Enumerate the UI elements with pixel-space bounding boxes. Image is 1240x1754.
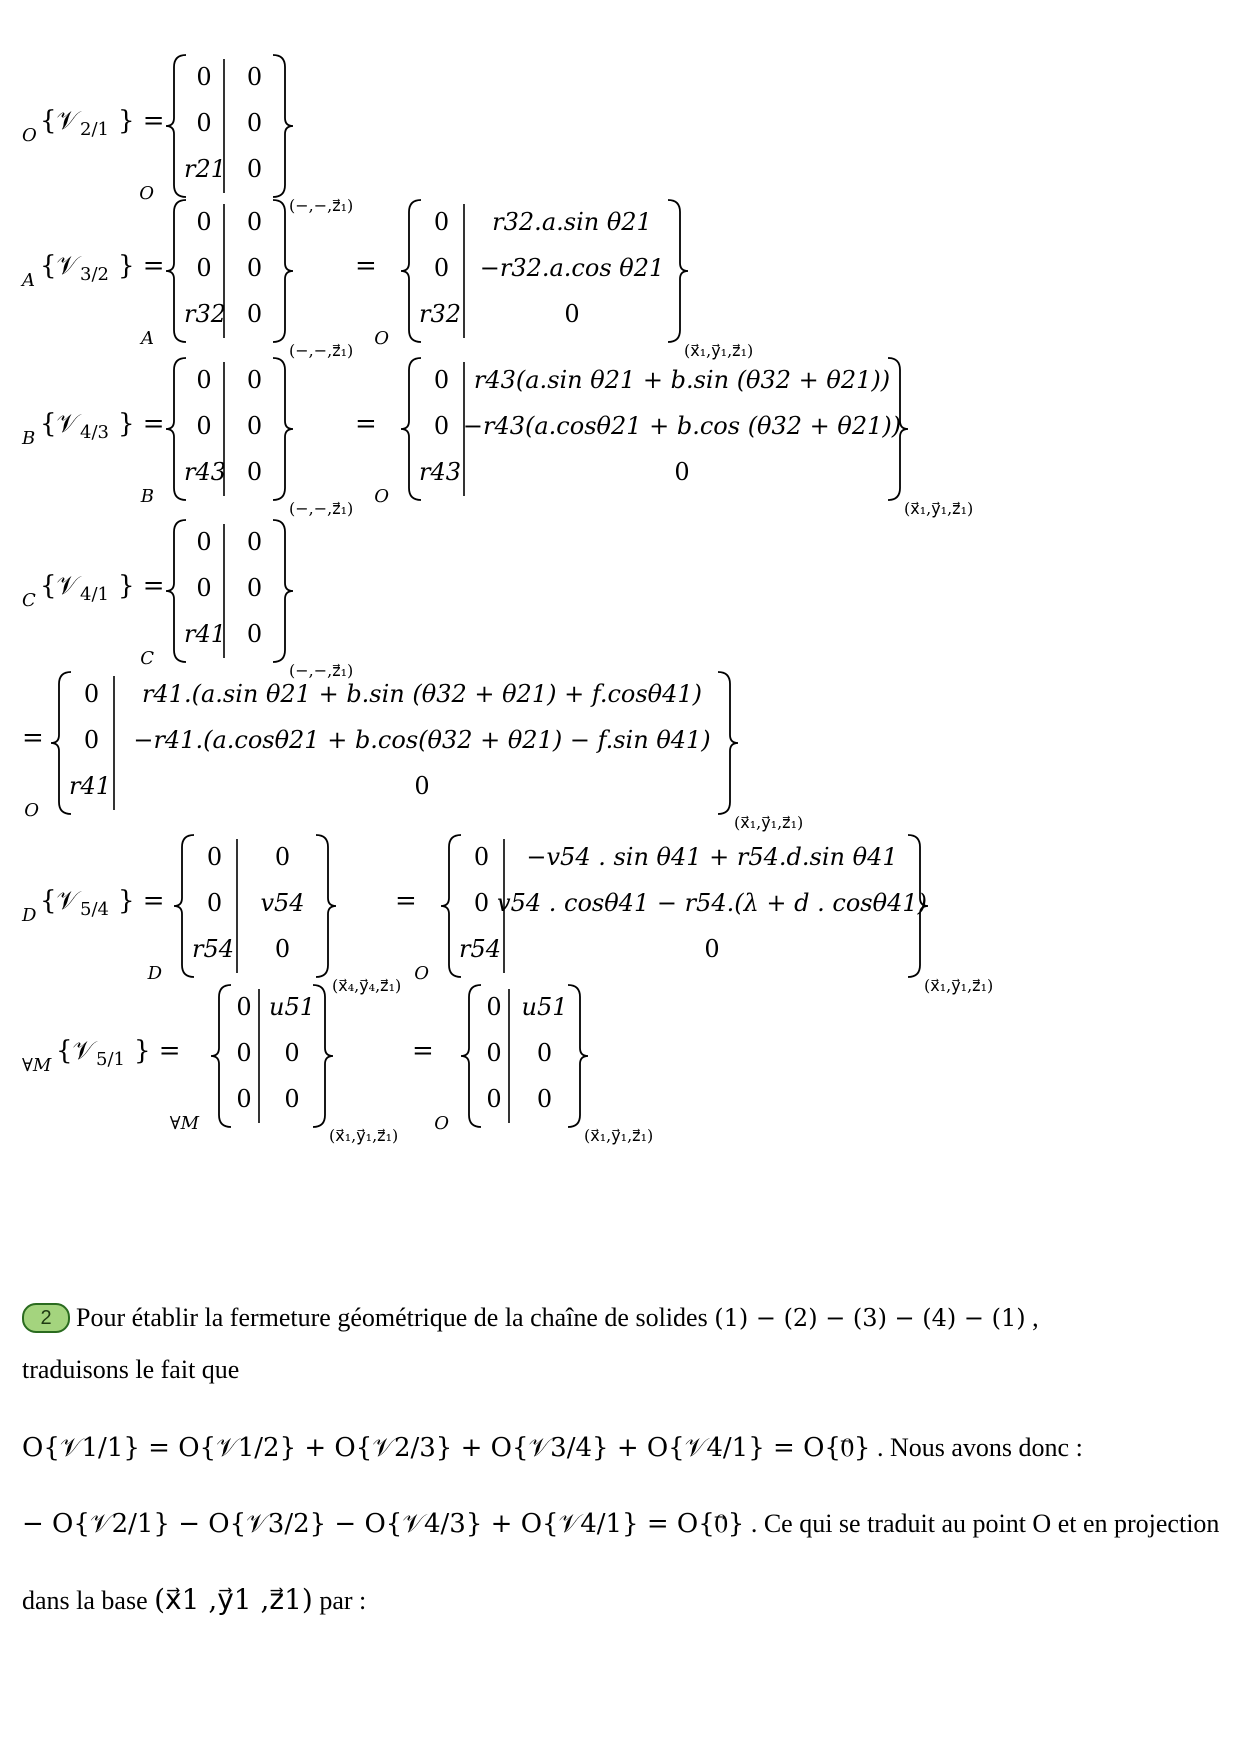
torsor-T54-form-1-row-1-moment: v54 . cosθ41 − r54.(λ + d . cosθ41) xyxy=(497,889,927,917)
torsor-T32-form-1-row-1-resultant: 0 xyxy=(433,254,450,282)
torsor-T43-form-0-row-1-moment: 0 xyxy=(246,412,263,440)
closure-equation-1-tail: . Nous avons donc : xyxy=(876,1433,1083,1462)
torsor-T43-form-0-row-1-resultant: 0 xyxy=(196,412,212,440)
torsor-T51-form-1-row-2-resultant: 0 xyxy=(486,1085,502,1113)
torsor-T54-form-0-row-1-moment: v54 xyxy=(260,889,305,917)
torsor-T21-lhs-sub: 2/1 xyxy=(80,119,109,140)
torsor-T41-form-1-left-brace xyxy=(51,672,71,814)
torsor-T54-form-1-row-0-moment: −v54 . sin θ41 + r54.d.sin θ41 xyxy=(526,843,898,871)
torsor-T41-form-0-right-brace xyxy=(273,520,293,662)
closure-equation-2-tail: . Ce qui se traduit au point O et en projection xyxy=(750,1509,1220,1538)
torsor-T21-form-0-left-brace xyxy=(166,55,186,197)
torsor-T43-equals-1: = xyxy=(355,409,377,439)
torsor-T32-form-0-row-2-moment: 0 xyxy=(246,300,263,328)
torsor-T43-form-1-left-brace xyxy=(401,358,421,500)
torsor-T54-form-0-row-0-resultant: 0 xyxy=(206,843,223,871)
torsor-T41-form-0-reduction-point: C xyxy=(140,648,154,669)
torsor-T51-form-1-row-1-moment: 0 xyxy=(536,1039,553,1067)
torsor-T41-form-0-row-2-moment: 0 xyxy=(246,620,263,648)
torsor-T41-form-1-row-2-resultant: r41 xyxy=(69,772,112,800)
torsor-T32-form-0-row-2-resultant: r32 xyxy=(184,300,227,328)
torsor-T41-form-1-reduction-point: O xyxy=(24,800,39,821)
torsor-T51-form-0-left-brace xyxy=(211,985,231,1127)
torsor-T51-form-0-row-1-resultant: 0 xyxy=(236,1039,252,1067)
basis-line-before: dans la base xyxy=(22,1586,148,1615)
torsor-T54-form-0-row-1-resultant: 0 xyxy=(206,889,223,917)
torsor-T51-form-1-row-0-resultant: 0 xyxy=(486,993,502,1021)
torsor-T21-form-0-row-0-moment: 0 xyxy=(246,63,263,91)
torsor-T21-lhs-open: {𝒱 xyxy=(40,106,79,136)
torsor-T54-form-0-left-brace xyxy=(174,835,194,977)
torsor-T43-form-0-reduction-point: B xyxy=(140,486,154,507)
torsor-T51-form-1-left-brace xyxy=(461,985,481,1127)
torsor-T32-form-1-row-1-moment: −r32.a.cos θ21 xyxy=(479,254,665,282)
torsor-T51-form-1-row-1-resultant: 0 xyxy=(486,1039,502,1067)
torsor-T54-lhs-point: D xyxy=(22,905,37,926)
torsor-T51-form-0-row-2-moment: 0 xyxy=(284,1085,300,1113)
basis-line xyxy=(22,1584,366,1617)
torsor-T51-lhs-point: ∀M xyxy=(22,1055,52,1076)
torsor-T51-form-0-basis: (x⃗₁,y⃗₁,z⃗₁) xyxy=(329,1126,399,1145)
torsor-T32-form-1-row-2-moment: 0 xyxy=(564,300,580,328)
question-line-1 xyxy=(22,1302,1039,1334)
torsor-T32-form-0-reduction-point: A xyxy=(141,328,154,349)
torsor-T32-form-0-row-0-resultant: 0 xyxy=(196,208,212,236)
torsor-T41-cont-equals: = xyxy=(22,723,44,753)
torsor-T32-form-1-row-2-resultant: r32 xyxy=(419,300,462,328)
torsor-T54-form-1-reduction-point: O xyxy=(414,963,429,984)
torsor-T32-form-0-basis: (−,−,z⃗₁) xyxy=(289,341,354,360)
torsor-T43-form-0-row-2-resultant: r43 xyxy=(184,458,227,486)
torsor-T54-form-1-row-2-moment: 0 xyxy=(704,935,720,963)
torsor-T41-form-1-row-0-moment: r41.(a.sin θ21 + b.sin (θ32 + θ21) + f.cosθ41) xyxy=(141,680,703,708)
torsor-T51-form-1-row-2-moment: 0 xyxy=(536,1085,553,1113)
closure-equation-1-math: O{𝒱1/1} = O{𝒱1/2} + O{𝒱2/3} + O{𝒱3/4} + O{𝒱4/1} = O{0⃗} xyxy=(22,1433,871,1463)
torsor-T41-lhs-close: } = xyxy=(118,571,165,601)
torsor-T54-lhs-open: {𝒱 xyxy=(40,886,79,916)
torsor-T54-form-1-basis: (x⃗₁,y⃗₁,z⃗₁) xyxy=(924,976,994,995)
torsor-T54-form-0-right-brace xyxy=(316,835,336,977)
torsor-T21-form-0-right-brace xyxy=(273,55,293,197)
torsor-T41-form-1-row-1-moment: −r41.(a.cosθ21 + b.cos(θ32 + θ21) − f.sin θ41) xyxy=(133,726,711,754)
torsor-T54-form-0-row-2-moment: 0 xyxy=(274,935,291,963)
basis-line-after: par : xyxy=(319,1586,367,1615)
torsor-T51-form-0-right-brace xyxy=(313,985,333,1127)
torsor-T43-lhs-sub: 4/3 xyxy=(80,422,109,443)
torsor-T54-form-0-reduction-point: D xyxy=(147,963,162,984)
torsor-T41-lhs-sub: 4/1 xyxy=(80,584,109,605)
torsor-T54-lhs-close: } = xyxy=(118,886,165,916)
torsor-T21-form-0-row-2-moment: 0 xyxy=(246,155,263,183)
torsor-T51-form-0-row-2-resultant: 0 xyxy=(236,1085,252,1113)
torsor-T32-form-0-left-brace xyxy=(166,200,186,342)
torsor-T32-lhs-sub: 3/2 xyxy=(80,264,109,285)
torsor-T41-form-1-row-0-resultant: 0 xyxy=(83,680,100,708)
torsor-T32-form-1-row-0-moment: r32.a.sin θ21 xyxy=(492,208,652,236)
torsor-T41-form-0-left-brace xyxy=(166,520,186,662)
torsor-T32-form-1-reduction-point: O xyxy=(374,328,389,349)
torsor-T41-form-0-row-1-moment: 0 xyxy=(246,574,263,602)
torsor-T21-lhs-close: } = xyxy=(118,106,165,136)
torsor-T43-form-1-row-1-resultant: 0 xyxy=(433,412,450,440)
torsor-T32-equals-1: = xyxy=(355,251,377,281)
torsor-T32-form-1-row-0-resultant: 0 xyxy=(433,208,450,236)
torsor-T43-form-0-row-2-moment: 0 xyxy=(246,458,263,486)
torsor-T51-form-0-row-1-moment: 0 xyxy=(284,1039,300,1067)
torsor-T43-form-1-row-1-moment: −r43(a.cosθ21 + b.cos (θ32 + θ21)) xyxy=(462,412,902,440)
closure-equation-2 xyxy=(22,1508,1219,1540)
torsor-T51-form-1-row-0-moment: u51 xyxy=(521,993,568,1021)
torsor-T32-lhs-point: A xyxy=(22,270,35,291)
torsor-T54-form-0-basis: (x⃗₄,y⃗₄,z⃗₁) xyxy=(332,976,402,995)
torsor-T51-form-1-basis: (x⃗₁,y⃗₁,z⃗₁) xyxy=(584,1126,654,1145)
torsor-T43-form-0-basis: (−,−,z⃗₁) xyxy=(289,499,354,518)
torsor-T43-form-0-right-brace xyxy=(273,358,293,500)
torsor-T21-form-0-row-1-resultant: 0 xyxy=(196,109,212,137)
torsor-T43-form-0-row-0-resultant: 0 xyxy=(196,366,212,394)
torsor-T41-lhs-open: {𝒱 xyxy=(40,571,79,601)
question-line-2: traduisons le fait que xyxy=(22,1355,240,1384)
torsor-T54-form-0-row-2-resultant: r54 xyxy=(192,935,235,963)
torsor-T54-form-1-row-1-resultant: 0 xyxy=(473,889,490,917)
torsor-T32-form-0-row-1-resultant: 0 xyxy=(196,254,212,282)
torsor-T54-form-0-row-0-moment: 0 xyxy=(274,843,291,871)
torsor-T21-form-0-row-0-resultant: 0 xyxy=(196,63,212,91)
torsor-T43-form-0-row-0-moment: 0 xyxy=(246,366,263,394)
torsor-T51-lhs-close: } = xyxy=(134,1036,181,1066)
torsor-T54-form-1-row-2-resultant: r54 xyxy=(459,935,502,963)
torsor-T41-form-1-row-2-moment: 0 xyxy=(414,772,430,800)
torsor-T41-lhs-point: C xyxy=(22,590,36,611)
torsor-T21-lhs-point: O xyxy=(22,125,37,146)
torsor-T43-lhs-open: {𝒱 xyxy=(40,409,79,439)
torsor-T43-form-1-row-2-moment: 0 xyxy=(674,458,690,486)
torsor-T54-equals-1: = xyxy=(395,886,417,916)
torsor-T51-form-1-right-brace xyxy=(568,985,588,1127)
question-text: Pour établir la fermeture géométrique de la chaîne de solides xyxy=(76,1303,708,1332)
torsor-T51-form-0-row-0-resultant: 0 xyxy=(236,993,252,1021)
torsor-T32-form-0-row-0-moment: 0 xyxy=(246,208,263,236)
torsor-T21-form-0-basis: (−,−,z⃗₁) xyxy=(289,196,354,215)
torsor-T43-form-1-row-2-resultant: r43 xyxy=(419,458,462,486)
torsor-T32-lhs-close: } = xyxy=(118,251,165,281)
torsor-T41-form-0-row-2-resultant: r41 xyxy=(184,620,227,648)
torsor-T41-form-0-basis: (−,−,z⃗₁) xyxy=(289,661,354,680)
torsor-T21-form-0-reduction-point: O xyxy=(139,183,154,204)
closure-equation-1 xyxy=(22,1432,1083,1464)
torsor-T51-lhs-open: {𝒱 xyxy=(56,1036,95,1066)
solid-chain: (1) − (2) − (3) − (4) − (1) xyxy=(714,1304,1026,1332)
torsor-T41-form-0-row-0-resultant: 0 xyxy=(196,528,212,556)
torsor-T43-form-0-left-brace xyxy=(166,358,186,500)
question-number-badge: 2 xyxy=(22,1303,70,1333)
torsor-T54-form-1-left-brace xyxy=(441,835,461,977)
torsor-T43-lhs-point: B xyxy=(22,428,36,449)
torsor-T21-form-0-row-1-moment: 0 xyxy=(246,109,263,137)
torsor-T41-form-1-row-1-resultant: 0 xyxy=(83,726,100,754)
question-chain-comma: , xyxy=(1025,1303,1039,1332)
torsor-T32-form-1-left-brace xyxy=(401,200,421,342)
torsor-T43-form-1-basis: (x⃗₁,y⃗₁,z⃗₁) xyxy=(904,499,974,518)
torsor-T41-form-1-basis: (x⃗₁,y⃗₁,z⃗₁) xyxy=(734,813,804,832)
torsor-T21-form-0-row-2-resultant: r21 xyxy=(184,155,227,183)
torsor-T41-form-0-row-1-resultant: 0 xyxy=(196,574,212,602)
torsor-T51-form-1-reduction-point: O xyxy=(434,1113,449,1134)
torsor-T32-form-1-basis: (x⃗₁,y⃗₁,z⃗₁) xyxy=(684,341,754,360)
torsor-T54-lhs-sub: 5/4 xyxy=(80,899,109,920)
torsor-T51-equals-1: = xyxy=(412,1036,434,1066)
torsor-T43-form-1-row-0-moment: r43(a.sin θ21 + b.sin (θ32 + θ21)) xyxy=(473,366,891,394)
torsor-T32-lhs-open: {𝒱 xyxy=(40,251,79,281)
torsor-T43-form-1-reduction-point: O xyxy=(374,486,389,507)
torsor-T43-lhs-close: } = xyxy=(118,409,165,439)
torsor-T41-form-1-right-brace xyxy=(718,672,738,814)
closure-equation-2-math: − O{𝒱2/1} − O{𝒱3/2} − O{𝒱4/3} + O{𝒱4/1} = O{0⃗} xyxy=(22,1509,745,1539)
torsor-T43-form-1-row-0-resultant: 0 xyxy=(433,366,450,394)
torsor-T51-lhs-sub: 5/1 xyxy=(96,1049,125,1070)
torsor-T51-form-0-reduction-point: ∀M xyxy=(169,1113,199,1134)
torsor-T51-form-0-row-0-moment: u51 xyxy=(269,993,315,1021)
torsor-T32-form-0-right-brace xyxy=(273,200,293,342)
torsor-T32-form-0-row-1-moment: 0 xyxy=(246,254,263,282)
torsor-T41-form-0-row-0-moment: 0 xyxy=(246,528,263,556)
torsor-T32-form-1-right-brace xyxy=(668,200,688,342)
basis-vector-triple: (x⃗1 ,y⃗1 ,z⃗1) xyxy=(154,1583,313,1616)
torsor-T54-form-1-row-0-resultant: 0 xyxy=(473,843,490,871)
